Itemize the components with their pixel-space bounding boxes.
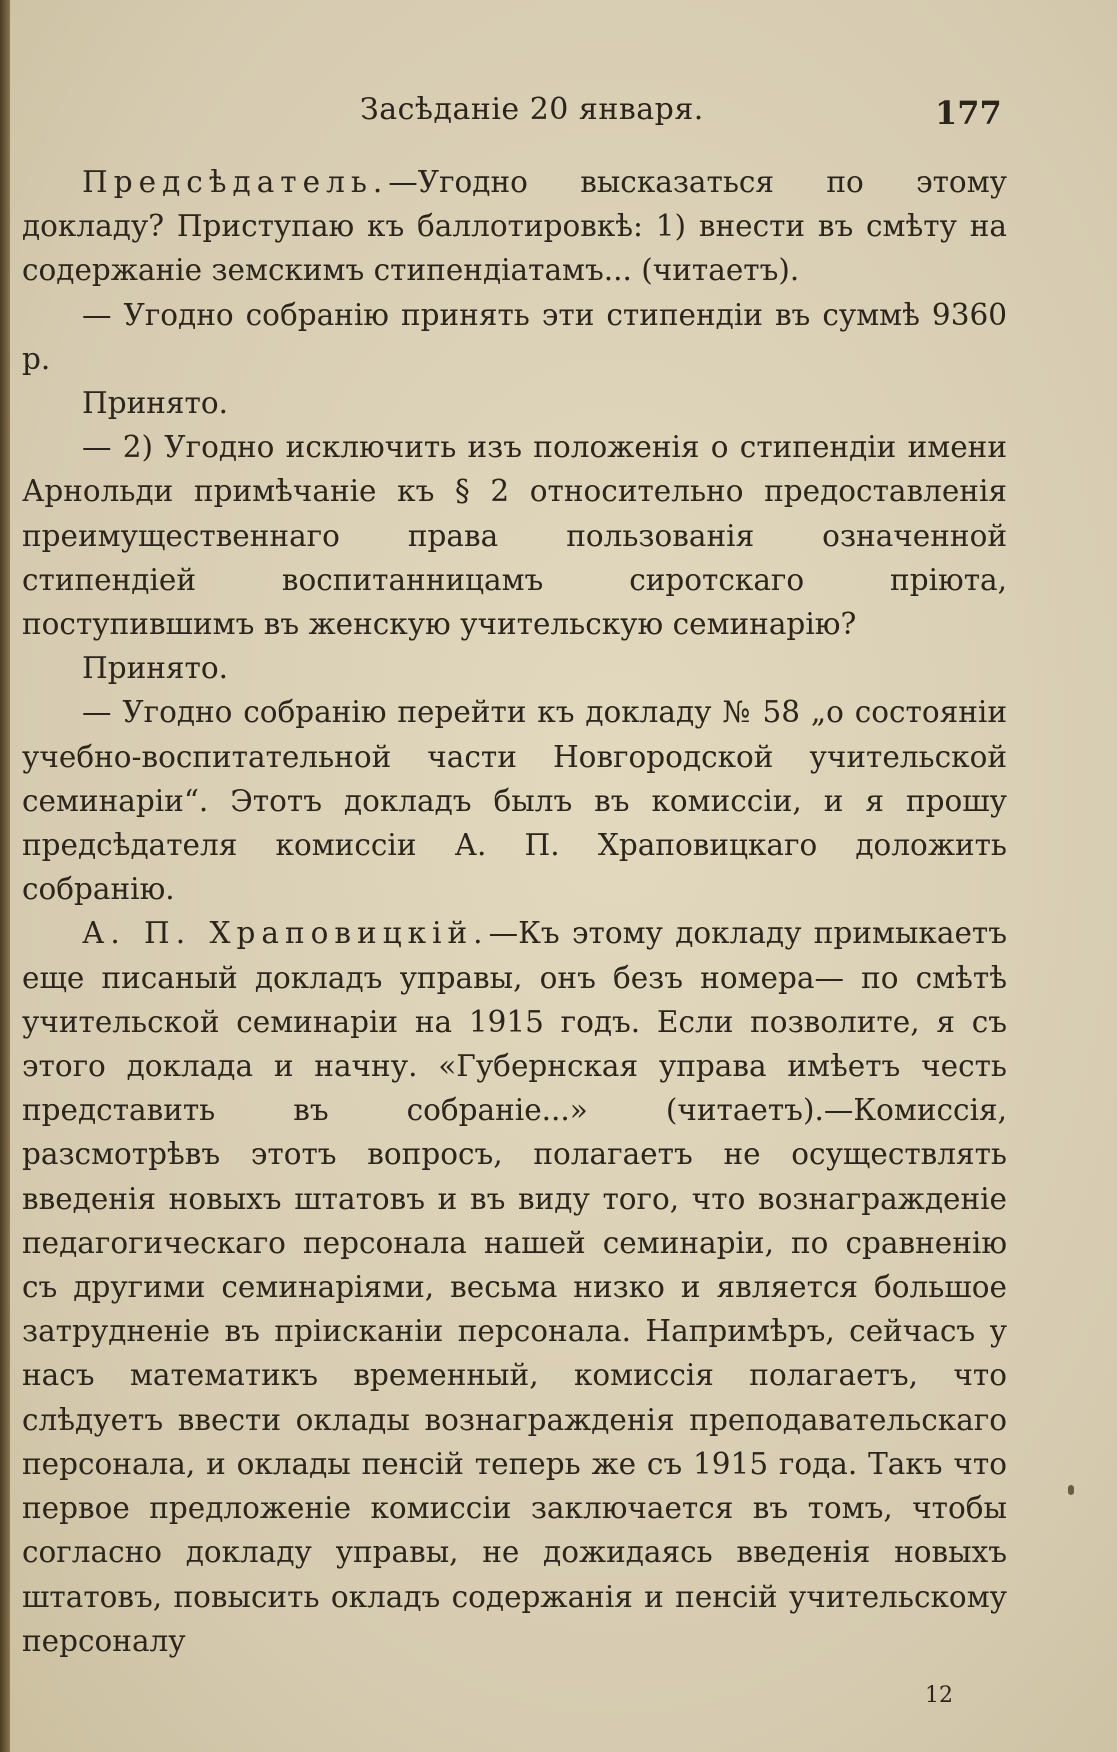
paragraph — [22, 160, 1007, 293]
page-spine-shadow — [0, 0, 10, 1752]
paragraph — [22, 690, 1007, 911]
paragraph-text: Принято. — [82, 386, 229, 421]
paragraph-text: —Угодно высказаться по этому докладу? Приступаю къ баллотировкѣ: 1) внести въ смѣту на содержаніе земскимъ стипендіатамъ... (читаетъ). — [22, 165, 1007, 288]
paragraph-text: Принято. — [82, 651, 229, 686]
page-number: 177 — [935, 94, 1002, 132]
paragraph — [22, 911, 1007, 1662]
speaker-name: Предсѣдатель. — [82, 165, 389, 199]
paragraph-text: — Угодно собранію принять эти стипендіи въ суммѣ 9360 р. — [22, 297, 1007, 376]
body-text — [22, 160, 1007, 1663]
paragraph-text: —Къ этому докладу примыкаетъ еще писаный докладъ управы, онъ безъ номера— по смѣтѣ учительской семинаріи на 1915 годъ. Если позволите, я съ этого доклада и начну. «Губернская управа имѣетъ честь представить въ собраніе...» (читаетъ).—Комиссія, разсмотрѣвъ этотъ вопросъ, полагаетъ не осуществлять введенія новыхъ штатовъ и въ виду того, что вознагражденіе педагогическаго персонала нашей семинаріи, по сравненію съ другими семинаріями, весьма низко и является большое затрудненіе въ пріисканіи персонала. Напримѣръ, сейчасъ у насъ математикъ временный, комиссія полагаетъ, что слѣдуетъ ввести оклады вознагражденія преподавательскаго персонала, и оклады пенсій теперь же съ 1915 года. Такъ что первое предложеніе комиссіи заключается въ томъ, чтобы согласно докладу управы, не дожидаясь введенія новыхъ штатовъ, повысить окладъ содержанія и пенсій учительскому персоналу — [22, 916, 1008, 1658]
signature-mark: 12 — [925, 1683, 953, 1708]
paragraph-text: — Угодно собранію перейти къ докладу № 58 „о состояніи учебно-воспитательной части Новгородской учительской семинаріи“. Этотъ докладъ былъ въ комиссіи, и я прошу предсѣдателя комиссіи А. П. Храповицкаго доложить собранію. — [22, 695, 1007, 907]
page-header — [0, 82, 1117, 142]
paragraph — [22, 381, 1007, 425]
paragraph — [22, 425, 1007, 646]
paragraph-text: — 2) Угодно исключить изъ положенія о стипендіи имени Арнольди примѣчаніе къ § 2 относительно предоставленія преимущественнаго права пользованія означенной стипендіей воспитанницамъ сиротскаго пріюта, поступившимъ въ женскую учительскую семинарію? — [22, 430, 1007, 642]
running-title: Засѣданіе 20 января. — [360, 92, 704, 127]
speaker-name: А. П. Храповицкій. — [82, 916, 489, 951]
paragraph — [22, 293, 1007, 381]
ink-smudge — [1068, 1485, 1074, 1495]
paragraph — [22, 646, 1007, 690]
